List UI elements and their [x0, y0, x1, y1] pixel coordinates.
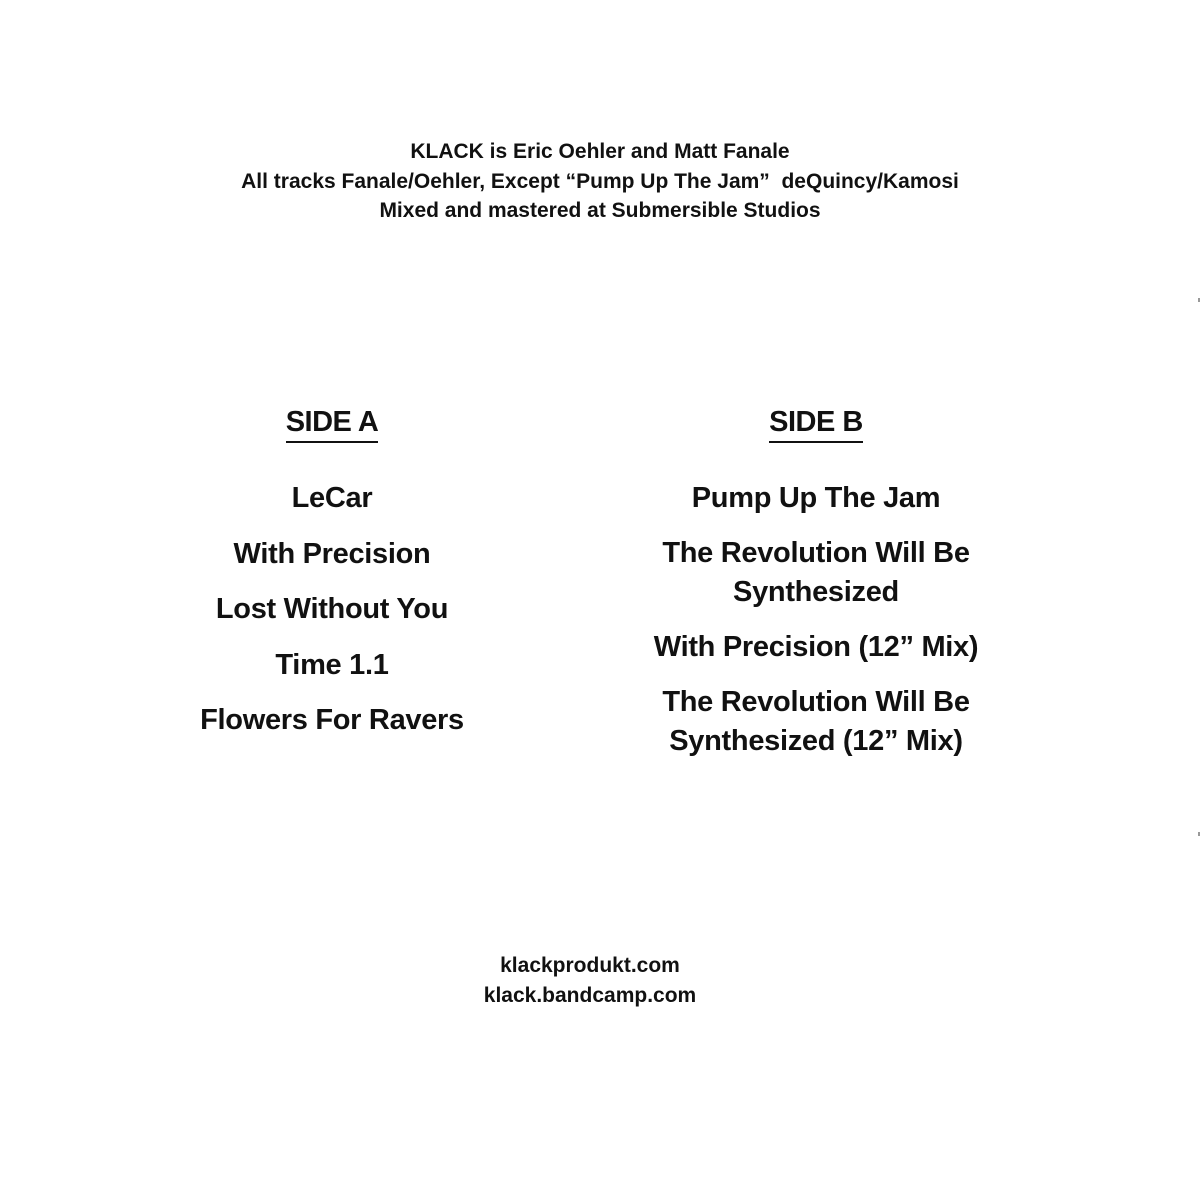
bandcamp-link[interactable]: klack.bandcamp.com — [483, 983, 697, 1007]
track-title: Pump Up The Jam — [691, 482, 941, 514]
track-title: The Revolution Will Be Synthesized (12” Mix) — [662, 686, 970, 757]
track-title: With Precision — [233, 537, 431, 570]
track-title: With Precision (12” Mix) — [653, 631, 979, 663]
side-b-heading: SIDE B — [769, 404, 863, 443]
side-a-heading: SIDE A — [286, 404, 379, 443]
track-title: Flowers For Ravers — [200, 704, 464, 736]
credit-line-mastering: Mixed and mastered at Submersible Studios — [379, 199, 821, 222]
track-title: Time 1.1 — [275, 648, 389, 681]
credit-line-writers: All tracks Fanale/Oehler, Except “Pump Up The Jam” deQuincy/Kamosi — [241, 169, 959, 193]
links-block — [0, 951, 1180, 1010]
side-b-tracklist — [606, 404, 1026, 777]
side-b-tracks — [606, 479, 1026, 761]
credit-line-members: KLACK is Eric Oehler and Matt Fanale — [410, 140, 790, 163]
side-a-tracklist — [122, 404, 542, 757]
website-link[interactable]: klackprodukt.com — [500, 954, 680, 977]
side-a-tracks — [122, 479, 542, 740]
track-title: LeCar — [291, 482, 373, 514]
credits-block — [0, 137, 1200, 226]
track-title: The Revolution Will Be Synthesized — [662, 537, 970, 608]
track-title: Lost Without You — [215, 593, 449, 625]
